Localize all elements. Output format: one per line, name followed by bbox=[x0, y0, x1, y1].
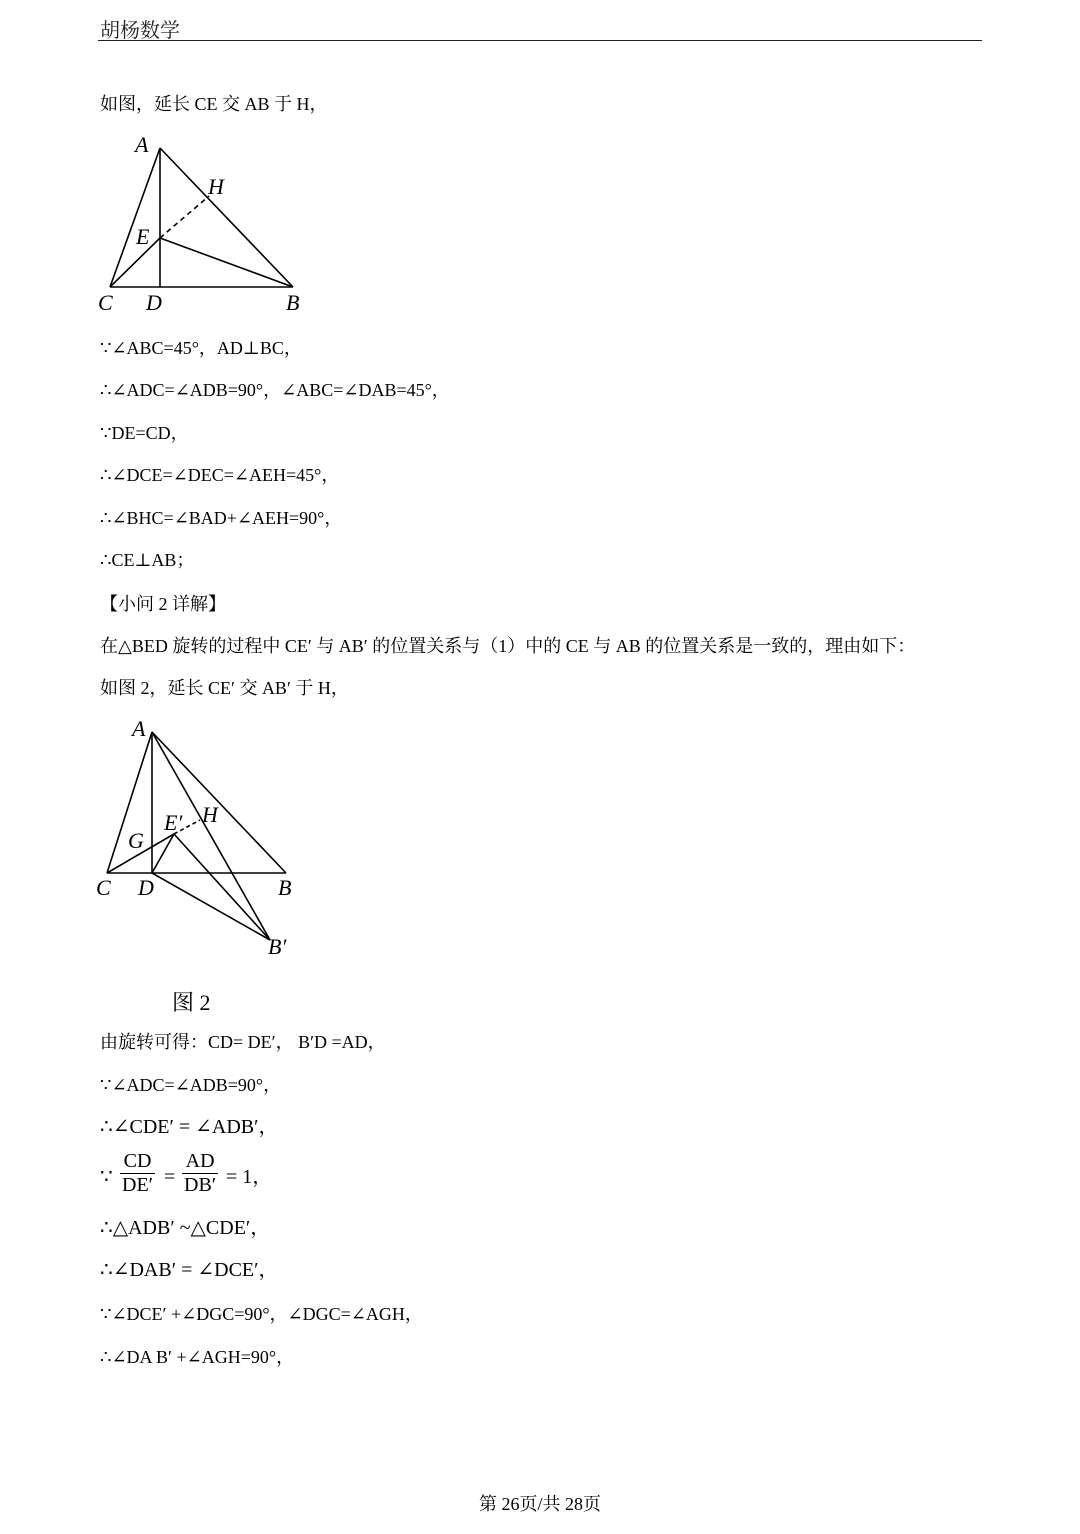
proof-line: ∴∠CDE′ = ∠ADB′， bbox=[100, 1116, 279, 1138]
fraction-denominator: DE′ bbox=[122, 1174, 154, 1196]
fraction-denominator: DB′ bbox=[184, 1174, 217, 1196]
equals-sign: = bbox=[164, 1166, 176, 1188]
label-C: C bbox=[98, 290, 113, 315]
label-B-prime: B′ bbox=[268, 934, 287, 959]
label-A: A bbox=[132, 716, 146, 741]
label-B: B bbox=[278, 875, 292, 900]
fraction-numerator: CD bbox=[120, 1150, 155, 1174]
label-H: H bbox=[208, 174, 224, 199]
section-heading: 【小问 2 详解】 bbox=[100, 594, 226, 614]
segment-AB bbox=[152, 732, 286, 873]
proof-line: ∵∠ADC=∠ADB=90°， bbox=[100, 1075, 282, 1095]
segment-E-prime-B-prime bbox=[174, 834, 270, 940]
segment-DB-prime bbox=[152, 873, 270, 940]
proof-line: ∴∠DCE=∠DEC=∠AEH=45°， bbox=[100, 465, 340, 485]
label-C: C bbox=[96, 875, 111, 900]
figure-reference: 如图 2，延长 CE′ 交 AB′ 于 H， bbox=[100, 678, 349, 698]
label-D: D bbox=[146, 290, 162, 315]
proof-line: ∴∠DAB′ = ∠DCE′， bbox=[100, 1259, 279, 1281]
segment-EB bbox=[160, 238, 293, 287]
proof-suffix: = 1， bbox=[226, 1166, 273, 1188]
segment-CE bbox=[110, 238, 160, 287]
label-A: A bbox=[135, 132, 149, 157]
proof-prefix: ∵ bbox=[100, 1166, 113, 1188]
header-title: 胡杨数学 bbox=[100, 20, 180, 42]
label-B: B bbox=[286, 290, 300, 315]
figure-2 bbox=[90, 712, 320, 962]
figure-2-caption: 图 2 bbox=[172, 990, 211, 1015]
figure-1 bbox=[90, 130, 350, 320]
label-E-prime: E′ bbox=[164, 810, 183, 835]
proof-line: ∴∠DA B′ +∠AGH=90°， bbox=[100, 1347, 295, 1367]
proof-line: ∵∠DCE′ +∠DGC=90°，∠DGC=∠AGH， bbox=[100, 1304, 423, 1324]
page-header bbox=[98, 12, 982, 41]
fraction-cd-de bbox=[120, 1150, 155, 1197]
proof-line: ∴∠ADC=∠ADB=90°，∠ABC=∠DAB=45°， bbox=[100, 380, 450, 400]
page-number: 第 26页/共 28页 bbox=[478, 1494, 601, 1514]
label-D: D bbox=[138, 875, 154, 900]
segment-EH-dashed bbox=[160, 196, 209, 238]
label-H: H bbox=[202, 802, 218, 827]
proof-line: ∴△ADB′ ~△CDE′， bbox=[100, 1217, 271, 1239]
proof-line: ∴CE⊥AB； bbox=[100, 550, 195, 570]
label-G: G bbox=[128, 828, 144, 853]
segment-AC bbox=[110, 148, 160, 287]
fraction-numerator: AD bbox=[182, 1150, 218, 1174]
label-E: E bbox=[136, 224, 150, 249]
segment-AB bbox=[160, 148, 293, 287]
proof-line: ∵∠ABC=45°，AD⊥BC， bbox=[100, 338, 302, 358]
text-line: 如图，延长 CE 交 AB 于 H， bbox=[100, 94, 328, 114]
proof-line: ∴∠BHC=∠BAD+∠AEH=90°， bbox=[100, 508, 343, 528]
proof-line: ∵DE=CD， bbox=[100, 423, 189, 443]
proof-line: 由旋转可得：CD= DE′， B′D =AD， bbox=[100, 1032, 386, 1052]
fraction-ad-db bbox=[182, 1150, 218, 1197]
section-intro: 在△BED 旋转的过程中 CE′ 与 AB′ 的位置关系与（1）中的 CE 与 AB 的位置关系是一致的，理由如下： bbox=[100, 636, 916, 656]
